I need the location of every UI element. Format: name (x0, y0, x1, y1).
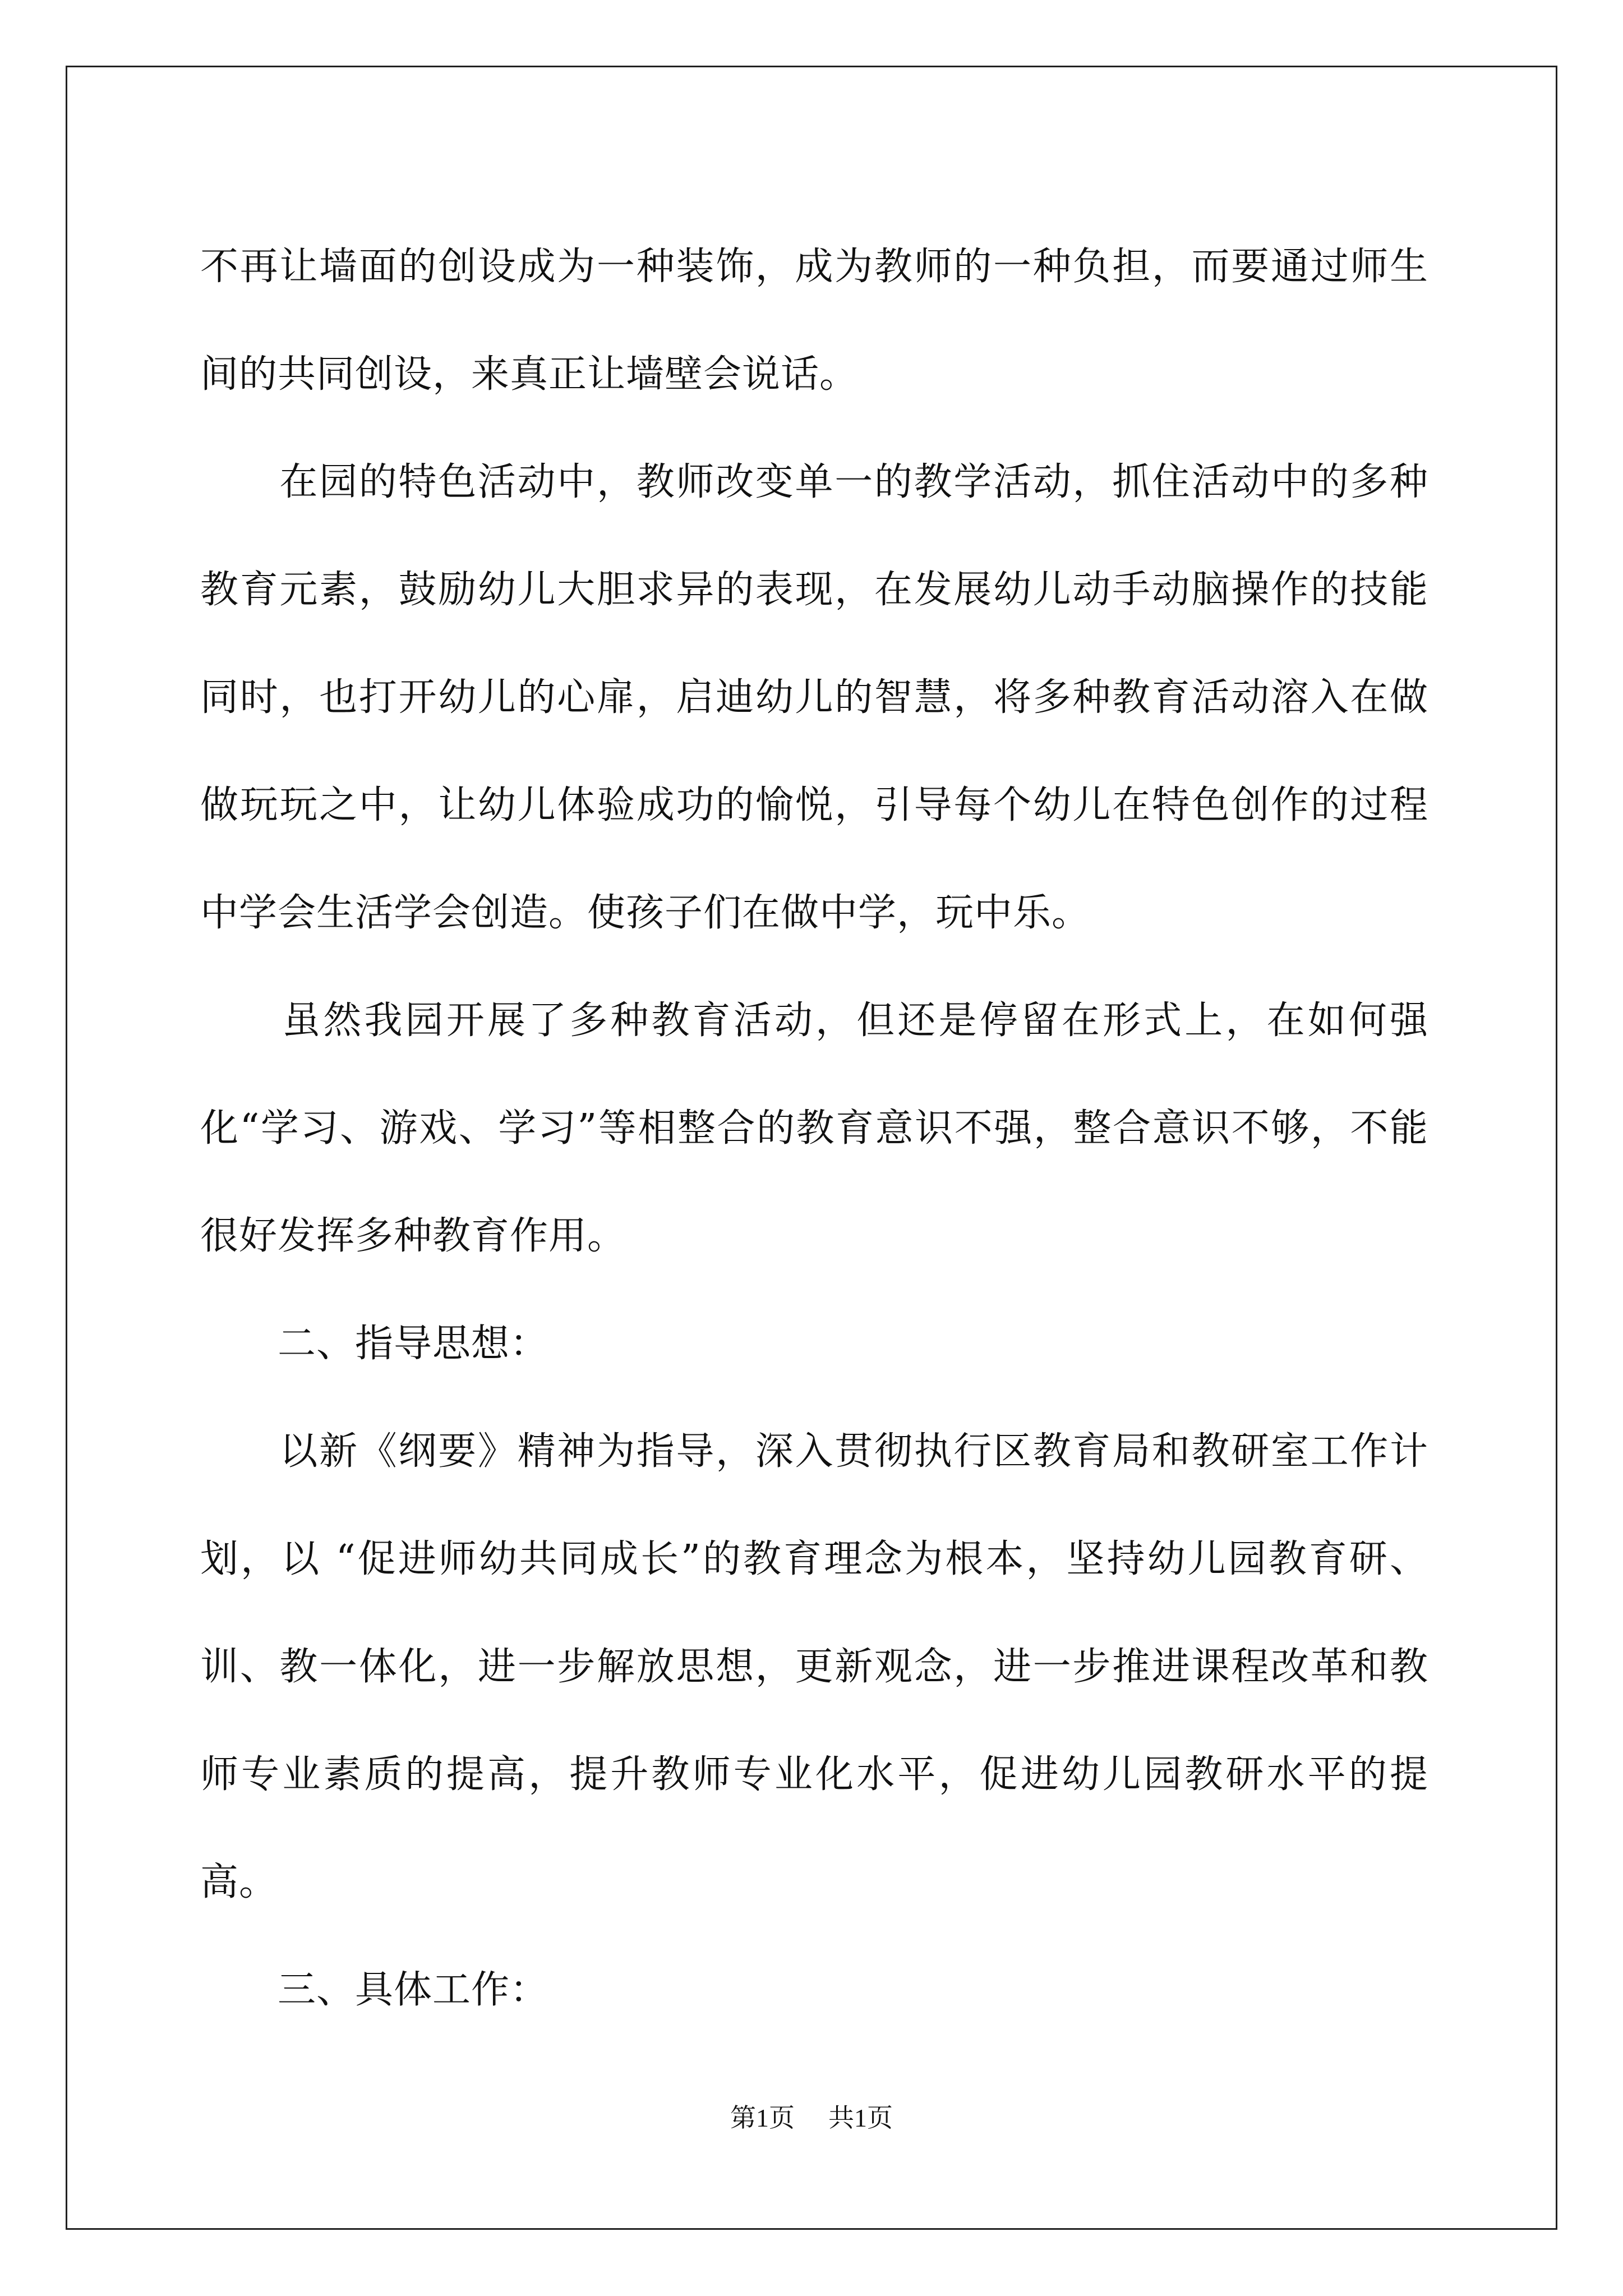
paragraph: 在园的特色活动中，教师改变单一的教学活动，抓住活动中的多种教育元素，鼓励幼儿大胆求异的表现，在发展幼儿动手动脑操作的技能同时，也打开幼儿的心扉，启迪幼儿的智慧，将多种教育活动溶入在做做玩玩之中，让幼儿体验成功的愉悦，引导每个幼儿在特色创作的过程中学会生活学会创造。使孩子们在做中学，玩中乐。 (200, 460, 1428, 935)
document-body (200, 213, 1428, 2044)
paragraph: 虽然我园开展了多种教育活动，但还是停留在形式上，在如何强化“学习、游戏、学习”等相整合的教育意识不强，整合意识不够，不能很好发挥多种教育作用。 (200, 999, 1428, 1258)
paragraph: 以新《纲要》精神为指导，深入贯彻执行区教育局和教研室工作计划，以 “促进师幼共同成长”的教育理念为根本，坚持幼儿园教育研、训、教一体化，进一步解放思想，更新观念，进一步推进课程改革和教师专业素质的提高，提升教师专业化水平，促进幼儿园教研水平的提高。 (200, 1429, 1428, 1904)
paragraph: 不再让墙面的创设成为一种装饰，成为教师的一种负担，而要通过师生间的共同创设，来真正让墙壁会说话。 (200, 245, 1428, 397)
page-number-current: 第1页 (730, 2104, 795, 2132)
page-number-total: 共1页 (828, 2104, 893, 2132)
section-heading: 二、指导思想： (200, 1322, 549, 1366)
page-footer (0, 2101, 1623, 2135)
section-heading: 三、具体工作： (200, 1968, 549, 2012)
